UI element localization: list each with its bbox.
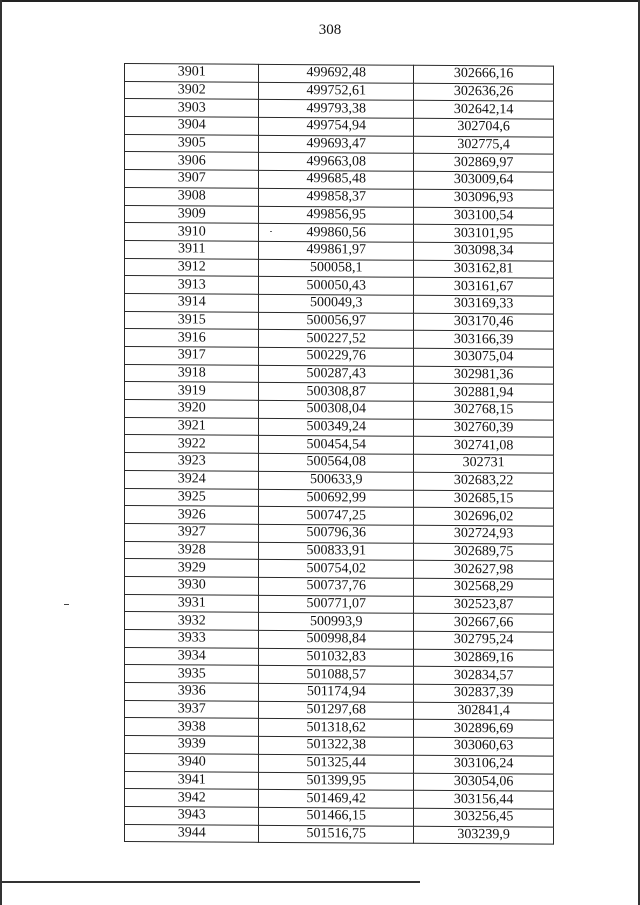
point-number-cell: 3903 [125, 99, 259, 118]
x-coordinate-cell: 500227,52 [259, 330, 414, 349]
point-number-cell: 3906 [125, 152, 259, 171]
point-number-cell: 3942 [125, 789, 259, 808]
y-coordinate-cell: 302869,16 [414, 649, 554, 668]
scan-artifact-mark [64, 604, 69, 605]
x-coordinate-cell: 499860,56 [259, 224, 414, 243]
y-coordinate-cell: 302523,87 [414, 596, 554, 615]
x-coordinate-cell: 501174,94 [259, 683, 414, 702]
y-coordinate-cell: 302760,39 [414, 419, 554, 438]
point-number-cell: 3933 [125, 630, 259, 649]
y-coordinate-cell: 302834,57 [414, 667, 554, 686]
point-number-cell: 3905 [125, 134, 259, 153]
point-number-cell: 3927 [125, 523, 259, 542]
point-number-cell: 3944 [125, 824, 259, 843]
x-coordinate-cell: 499693,47 [259, 135, 414, 154]
x-coordinate-cell: 500049,3 [259, 294, 414, 313]
point-number-cell: 3939 [125, 736, 259, 755]
x-coordinate-cell: 500056,97 [259, 312, 414, 331]
y-coordinate-cell: 302666,16 [414, 65, 554, 84]
y-coordinate-cell: 302741,08 [414, 437, 554, 456]
point-number-cell: 3943 [125, 806, 259, 825]
point-number-cell: 3922 [125, 435, 259, 454]
y-coordinate-cell: 302683,22 [414, 472, 554, 491]
point-number-cell: 3901 [125, 64, 259, 83]
coordinates-table-body [125, 64, 554, 845]
y-coordinate-cell: 302869,97 [414, 154, 554, 173]
x-coordinate-cell: 501399,95 [259, 772, 414, 791]
y-coordinate-cell: 303256,45 [414, 808, 554, 827]
point-number-cell: 3931 [125, 594, 259, 613]
y-coordinate-cell: 302685,15 [414, 490, 554, 509]
point-number-cell: 3911 [125, 240, 259, 259]
page-border-bottom [0, 881, 420, 883]
point-number-cell: 3920 [125, 400, 259, 419]
x-coordinate-cell: 500308,87 [259, 383, 414, 402]
y-coordinate-cell: 303100,54 [414, 207, 554, 226]
y-coordinate-cell: 302795,24 [414, 631, 554, 650]
y-coordinate-cell: 302837,39 [414, 684, 554, 703]
point-number-cell: 3908 [125, 187, 259, 206]
x-coordinate-cell: 500833,91 [259, 542, 414, 561]
y-coordinate-cell: 302724,93 [414, 525, 554, 544]
point-number-cell: 3930 [125, 576, 259, 595]
x-coordinate-cell: 499793,38 [259, 100, 414, 119]
point-number-cell: 3915 [125, 311, 259, 330]
x-coordinate-cell: 501297,68 [259, 701, 414, 720]
y-coordinate-cell: 302981,36 [414, 366, 554, 385]
point-number-cell: 3929 [125, 559, 259, 578]
x-coordinate-cell: 499856,95 [259, 206, 414, 225]
x-coordinate-cell: 500771,07 [259, 595, 414, 614]
point-number-cell: 3936 [125, 683, 259, 702]
y-coordinate-cell: 302731 [414, 454, 554, 473]
point-number-cell: 3918 [125, 364, 259, 383]
y-coordinate-cell: 302775,4 [414, 136, 554, 155]
y-coordinate-cell: 302841,4 [414, 702, 554, 721]
x-coordinate-cell: 501088,57 [259, 666, 414, 685]
y-coordinate-cell: 302768,15 [414, 401, 554, 420]
point-number-cell: 3941 [125, 771, 259, 790]
point-number-cell: 3902 [125, 81, 259, 100]
table-row [125, 824, 554, 844]
y-coordinate-cell: 302568,29 [414, 578, 554, 597]
point-number-cell: 3934 [125, 647, 259, 666]
x-coordinate-cell: 501325,44 [259, 754, 414, 773]
x-coordinate-cell: 499754,94 [259, 117, 414, 136]
point-number-cell: 3925 [125, 488, 259, 507]
page-border-left [0, 0, 2, 905]
point-number-cell: 3914 [125, 293, 259, 312]
y-coordinate-cell: 302704,6 [414, 118, 554, 137]
point-number-cell: 3928 [125, 541, 259, 560]
x-coordinate-cell: 499752,61 [259, 82, 414, 101]
y-coordinate-cell: 303239,9 [414, 826, 554, 845]
coordinates-table [124, 63, 554, 845]
x-coordinate-cell: 500796,36 [259, 524, 414, 543]
point-number-cell: 3935 [125, 665, 259, 684]
x-coordinate-cell: 501318,62 [259, 719, 414, 738]
point-number-cell: 3924 [125, 470, 259, 489]
y-coordinate-cell: 302689,75 [414, 543, 554, 562]
x-coordinate-cell: 499692,48 [259, 64, 414, 83]
x-coordinate-cell: 501032,83 [259, 648, 414, 667]
y-coordinate-cell: 302881,94 [414, 384, 554, 403]
y-coordinate-cell: 303101,95 [414, 224, 554, 243]
y-coordinate-cell: 302896,69 [414, 720, 554, 739]
x-coordinate-cell: 500564,08 [259, 453, 414, 472]
point-number-cell: 3926 [125, 506, 259, 525]
point-number-cell: 3904 [125, 117, 259, 136]
point-number-cell: 3910 [125, 223, 259, 242]
y-coordinate-cell: 302636,26 [414, 83, 554, 102]
x-coordinate-cell: 500993,9 [259, 613, 414, 632]
y-coordinate-cell: 303075,04 [414, 348, 554, 367]
point-number-cell: 3913 [125, 276, 259, 295]
y-coordinate-cell: 303169,33 [414, 295, 554, 314]
page-border-top [0, 0, 640, 2]
x-coordinate-cell: 500754,02 [259, 560, 414, 579]
x-coordinate-cell: 499685,48 [259, 170, 414, 189]
x-coordinate-cell: 500050,43 [259, 277, 414, 296]
y-coordinate-cell: 303060,63 [414, 737, 554, 756]
point-number-cell: 3912 [125, 258, 259, 277]
x-coordinate-cell: 500454,54 [259, 436, 414, 455]
y-coordinate-cell: 303054,06 [414, 773, 554, 792]
x-coordinate-cell: 500747,25 [259, 507, 414, 526]
y-coordinate-cell: 303166,39 [414, 331, 554, 350]
x-coordinate-cell: 499663,08 [259, 153, 414, 172]
y-coordinate-cell: 303106,24 [414, 755, 554, 774]
y-coordinate-cell: 303156,44 [414, 790, 554, 809]
x-coordinate-cell: 501516,75 [259, 825, 414, 844]
point-number-cell: 3919 [125, 382, 259, 401]
y-coordinate-cell: 302696,02 [414, 507, 554, 526]
page-number: 308 [318, 22, 342, 38]
point-number-cell: 3916 [125, 329, 259, 348]
x-coordinate-cell: 500998,84 [259, 630, 414, 649]
point-number-cell: 3921 [125, 417, 259, 436]
x-coordinate-cell: 500633,9 [259, 471, 414, 490]
x-coordinate-cell: 500692,99 [259, 489, 414, 508]
y-coordinate-cell: 302667,66 [414, 614, 554, 633]
y-coordinate-cell: 303170,46 [414, 313, 554, 332]
point-number-cell: 3937 [125, 700, 259, 719]
y-coordinate-cell: 302642,14 [414, 101, 554, 120]
x-coordinate-cell: 500229,76 [259, 347, 414, 366]
x-coordinate-cell: 501466,15 [259, 807, 414, 826]
point-number-cell: 3923 [125, 453, 259, 472]
x-coordinate-cell: 499858,37 [259, 188, 414, 207]
point-number-cell: 3907 [125, 170, 259, 189]
point-number-cell: 3909 [125, 205, 259, 224]
x-coordinate-cell: 501469,42 [259, 790, 414, 809]
x-coordinate-cell: 501322,38 [259, 736, 414, 755]
y-coordinate-cell: 303009,64 [414, 171, 554, 190]
point-number-cell: 3917 [125, 347, 259, 366]
x-coordinate-cell: 499861,97 [259, 241, 414, 260]
x-coordinate-cell: 500737,76 [259, 577, 414, 596]
point-number-cell: 3940 [125, 753, 259, 772]
x-coordinate-cell: 500287,43 [259, 365, 414, 384]
y-coordinate-cell: 303161,67 [414, 278, 554, 297]
y-coordinate-cell: 303162,81 [414, 260, 554, 279]
y-coordinate-cell: 303096,93 [414, 189, 554, 208]
point-number-cell: 3938 [125, 718, 259, 737]
x-coordinate-cell: 500308,04 [259, 400, 414, 419]
x-coordinate-cell: 500349,24 [259, 418, 414, 437]
y-coordinate-cell: 302627,98 [414, 561, 554, 580]
point-number-cell: 3932 [125, 612, 259, 631]
y-coordinate-cell: 303098,34 [414, 242, 554, 261]
x-coordinate-cell: 500058,1 [259, 259, 414, 278]
